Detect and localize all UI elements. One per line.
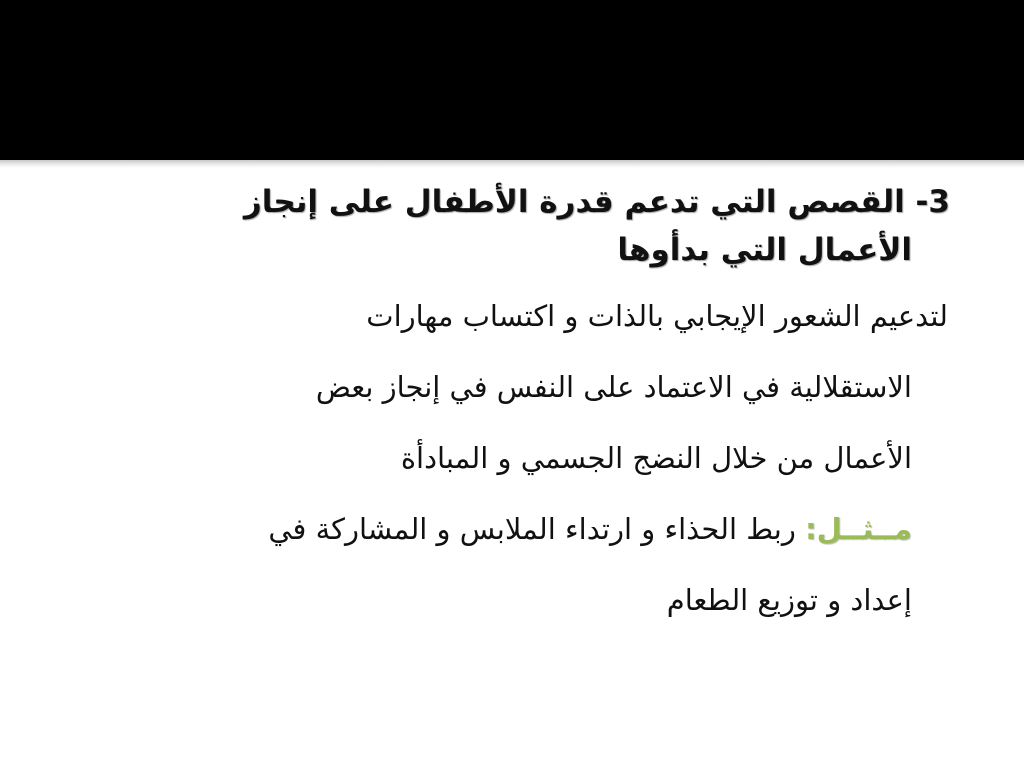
title-band	[0, 0, 1024, 160]
band-divider	[0, 160, 1024, 168]
example-continuation: إعداد و توزيع الطعام	[666, 583, 912, 617]
slide-heading	[70, 178, 950, 274]
example-line	[28, 494, 948, 565]
example-label: مــثــل:	[805, 512, 912, 546]
body-line-3: الأعمال من خلال النضج الجسمي و المبادأة	[400, 441, 912, 475]
heading-line-2: الأعمال التي بدأوها	[617, 232, 912, 268]
example-text: ربط الحذاء و ارتداء الملابس و المشاركة في	[268, 512, 806, 546]
heading-line-1: 3- القصص التي تدعم قدرة الأطفال على إنجاز	[243, 184, 950, 220]
body-line-1: لتدعيم الشعور الإيجابي بالذات و اكتساب مهارات	[366, 299, 948, 333]
slide-body	[28, 281, 948, 636]
body-line-2: الاستقلالية في الاعتماد على النفس في إنجاز بعض	[315, 370, 912, 404]
